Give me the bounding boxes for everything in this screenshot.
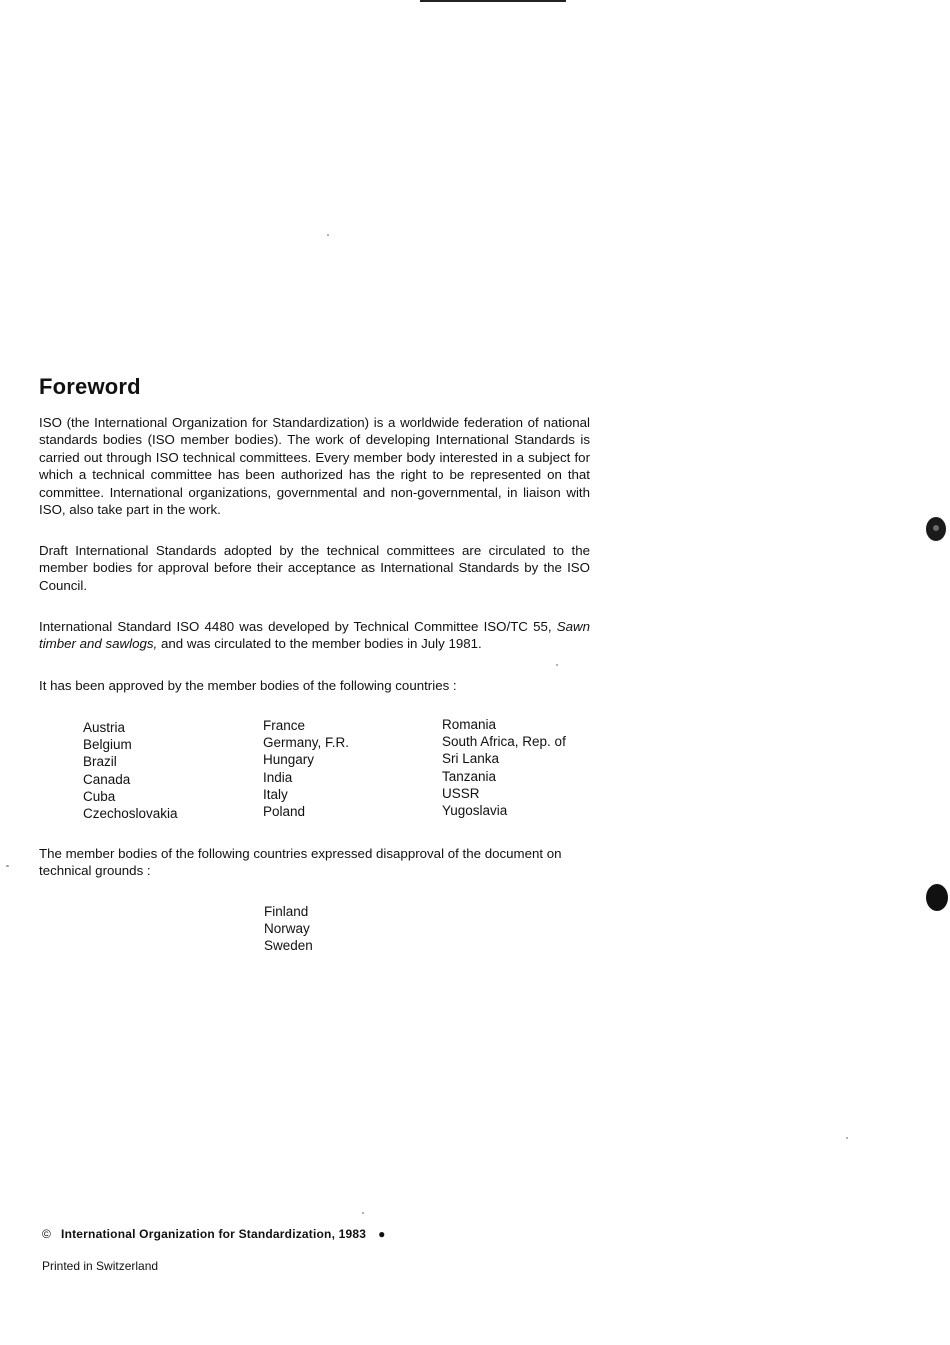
copyright-symbol: © (42, 1227, 52, 1241)
binding-hole-mark (926, 884, 948, 911)
country-item: Poland (263, 804, 306, 820)
bullet-mark: ● (378, 1227, 386, 1241)
approval-paragraph: It has been approved by the member bodies of the following countries : (39, 678, 457, 693)
standard-info-text: International Standard ISO 4480 was developed by Technical Committee ISO/TC 55, (39, 619, 552, 634)
country-item: South Africa, Rep. of (442, 734, 566, 750)
copyright-line (42, 1227, 386, 1241)
committee-title: Sawn timber and sawlogs, (39, 619, 590, 652)
country-item: Brazil (83, 754, 117, 770)
country-item: Italy (263, 786, 288, 802)
intro-paragraph: ISO (the International Organization for Standardization) is a worldwide federation of national standards bodies (ISO member bodies). The work of developing International Standards is carried out through ISO technical committees. Every member body interested in a subject for which a technical committee has been authorized has the right to be represented on that committee. International organizations, governmental and non-governmental, in liaison with ISO, also take part in the work. (39, 415, 590, 518)
approving-countries-column-1 (83, 719, 178, 822)
country-item: Austria (83, 720, 126, 735)
country-item: France (263, 718, 306, 733)
country-item: USSR (442, 785, 480, 801)
approving-countries-column-2 (263, 717, 349, 820)
copyright-text: International Organization for Standardization, 1983 (61, 1227, 367, 1241)
country-item: Sri Lanka (442, 751, 500, 767)
country-item: Yugoslavia (442, 803, 508, 819)
country-item: Canada (83, 771, 131, 787)
printed-in-text: Printed in Switzerland (42, 1259, 159, 1273)
country-item: India (263, 769, 293, 785)
standard-info-paragraph (39, 618, 590, 653)
country-item: Belgium (83, 737, 132, 753)
country-item: Tanzania (442, 768, 497, 784)
scan-speck (846, 1137, 848, 1139)
country-item: Sweden (264, 938, 313, 954)
scan-speck (327, 234, 329, 236)
disapproving-countries-list (264, 903, 313, 955)
country-item: Romania (442, 717, 497, 732)
country-item: Finland (264, 904, 309, 919)
country-item: Germany, F.R. (263, 735, 350, 751)
standard-info-text-end: and was circulated to the member bodies in July 1981. (160, 636, 482, 652)
country-item: Czechoslovakia (83, 806, 178, 822)
scan-speck (362, 1212, 364, 1214)
approving-countries-column-3 (442, 716, 566, 819)
draft-standards-paragraph: Draft International Standards adopted by the technical committees are circulated to the member bodies for approval before their acceptance as International Standards by the ISO Council. (39, 543, 590, 593)
disapproval-paragraph: The member bodies of the following countries expressed disapproval of the document on technical grounds : (39, 846, 562, 879)
scan-speck (6, 865, 9, 867)
country-item: Norway (264, 921, 310, 937)
binding-hole-mark (926, 517, 946, 541)
scan-speck (556, 664, 558, 666)
country-item: Hungary (263, 752, 315, 768)
page-title: Foreword (39, 374, 141, 399)
top-rule (420, 0, 566, 2)
country-item: Cuba (83, 788, 116, 804)
